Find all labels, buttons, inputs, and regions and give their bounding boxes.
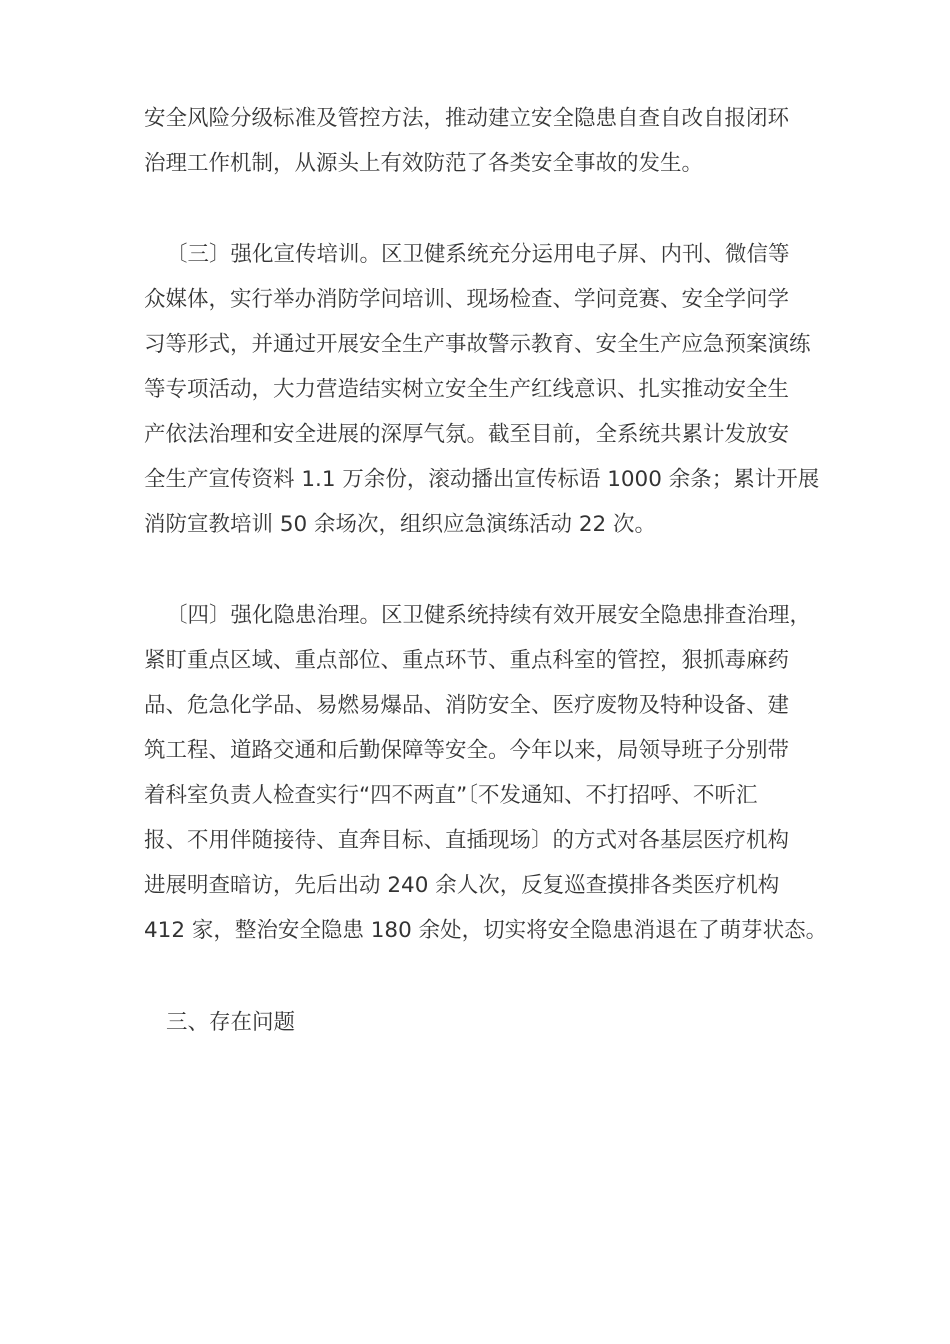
paragraph-line: 报、不用伴随接待、直奔目标、直插现场〕的方式对各基层医疗机构	[144, 828, 790, 853]
paragraph-line: 筑工程、道路交通和后勤保障等安全。今年以来，局领导班子分别带	[144, 738, 790, 763]
paragraph-line: 进展明查暗访，先后出动 240 余人次，反复巡查摸排各类医疗机构	[144, 873, 780, 898]
paragraph-line: 等专项活动，大力营造结实树立安全生产红线意识、扎实推动安全生	[144, 377, 790, 402]
section-heading: 三、存在问题	[166, 1010, 296, 1035]
paragraph-line: 消防宣教培训 50 余场次，组织应急演练活动 22 次。	[144, 512, 657, 537]
section-4-first-line: 〔四〕强化隐患治理。区卫健系统持续有效开展安全隐患排查治理，	[166, 603, 812, 628]
paragraph-line: 产依法治理和安全进展的深厚气氛。截至目前，全系统共累计发放安	[144, 422, 790, 447]
paragraph-line: 治理工作机制，从源头上有效防范了各类安全事故的发生。	[144, 151, 704, 176]
paragraph-line: 紧盯重点区域、重点部位、重点环节、重点科室的管控，狠抓毒麻药	[144, 648, 790, 673]
paragraph-line: 全生产宣传资料 1.1 万余份，滚动播出宣传标语 1000 余条；累计开展	[144, 467, 820, 492]
paragraph-line: 众媒体，实行举办消防学问培训、现场检查、学问竞赛、安全学问学	[144, 287, 790, 312]
paragraph-line: 习等形式，并通过开展安全生产事故警示教育、安全生产应急预案演练	[144, 332, 811, 357]
paragraph-line: 412 家，整治安全隐患 180 余处，切实将安全隐患消退在了萌芽状态。	[144, 918, 828, 943]
paragraph-line: 着科室负责人检查实行“四不两直”〔不发通知、不打招呼、不听汇	[144, 783, 758, 808]
paragraph-line: 品、危急化学品、易燃易爆品、消防安全、医疗废物及特种设备、建	[144, 693, 790, 718]
paragraph-line: 安全风险分级标准及管控方法，推动建立安全隐患自查自改自报闭环	[144, 106, 790, 131]
section-3-first-line: 〔三〕强化宣传培训。区卫健系统充分运用电子屏、内刊、微信等	[166, 242, 790, 267]
